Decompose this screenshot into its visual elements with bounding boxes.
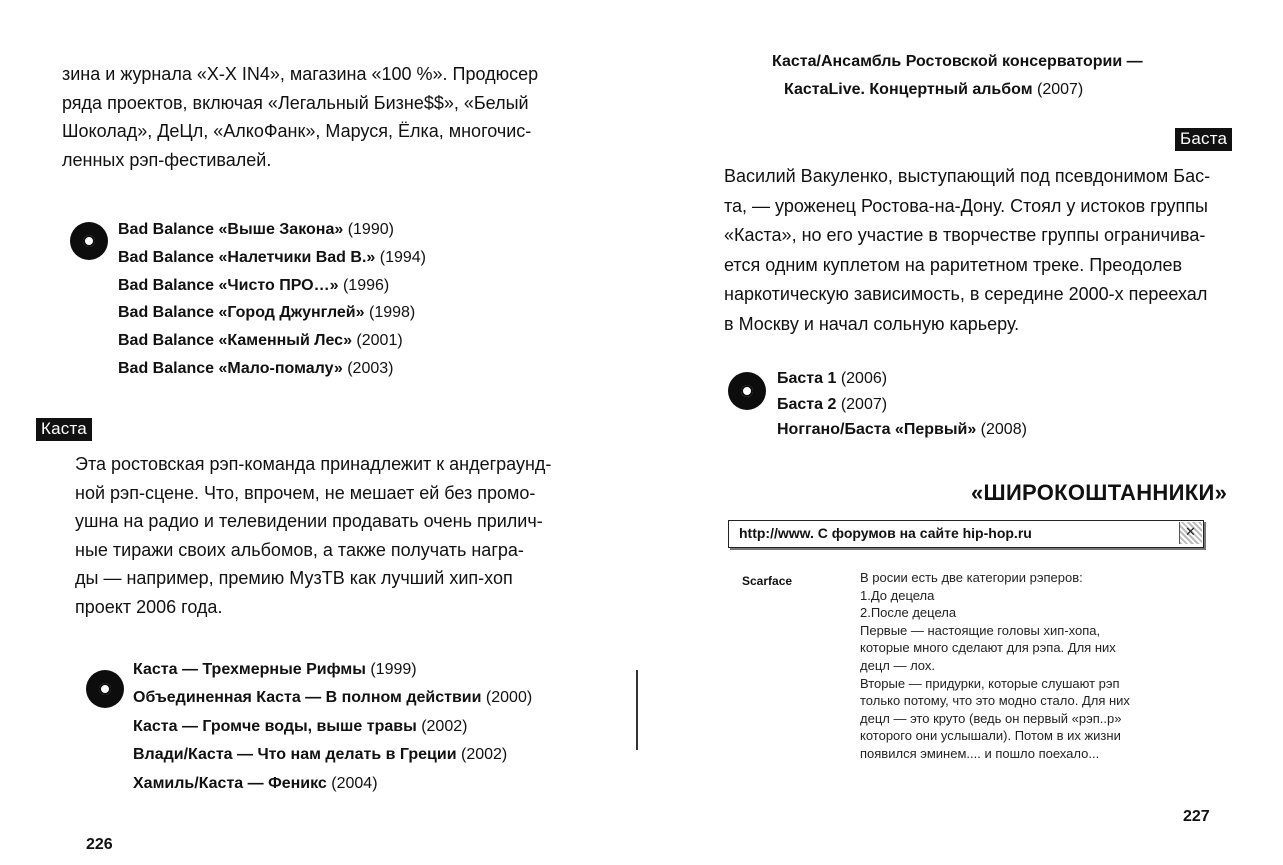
forum-url-text: http://www. С форумов на сайте hip-hop.ru <box>739 525 1032 541</box>
post-line: 2.После децела <box>860 605 957 621</box>
text-line: Василий Вакуленко, выступающий под псевдонимом Бас- <box>724 166 1211 186</box>
forum-post <box>860 569 1130 763</box>
left-page <box>0 0 640 865</box>
close-icon: ✕ <box>1179 522 1202 544</box>
kasta-live-album <box>772 48 1143 104</box>
text-line: Шоколад», ДеЦл, «АлкоФанк», Маруся, Ёлка, многочис- <box>62 121 532 141</box>
page-number: 227 <box>1183 808 1210 825</box>
text-line: зина и журнала «X-X IN4», магазина «100 %». Продюсер <box>62 64 539 84</box>
post-line: В росии есть две категории рэперов: <box>860 570 1083 585</box>
album-item: Баста 1 (2006) <box>777 370 888 387</box>
forum-poster-name: Scarface <box>742 574 793 588</box>
album-item: Bad Balance «Выше Закона» (1990) <box>118 221 394 238</box>
post-line: децл — лох. <box>860 657 935 673</box>
text-line: та, — уроженец Ростова-на-Дону. Стоял у истоков группы <box>724 195 1208 216</box>
text-line: ушна на радио и телевидении продавать очень прилич- <box>75 511 543 531</box>
text-line: ные тиражи своих альбомов, а также получать награ- <box>75 539 524 560</box>
forum-url-bar <box>728 520 1204 548</box>
post-line: которые много сделают для рэпа. Для них <box>860 640 1116 656</box>
post-line: Первые — настоящие головы хип-хопа, <box>860 622 1101 638</box>
album-item: Каста — Громче воды, выше травы (2002) <box>133 717 468 735</box>
text-line: Эта ростовская рэп-команда принадлежит к андеграунд- <box>75 454 552 474</box>
album-item: Bad Balance «Налетчики Bad B.» (1994) <box>118 248 426 266</box>
post-line: децл — это круто (ведь он первый «рэп..р» <box>860 710 1122 726</box>
section-heading: «ШИРОКОШТАННИКИ» <box>971 480 1228 505</box>
text-line: ленных рэп-фестивалей. <box>62 149 272 170</box>
album-year: (2007) <box>1036 81 1084 98</box>
section-tag-basta: Баста <box>1175 128 1232 151</box>
album-item: Влади/Каста — Что нам делать в Греции (2002) <box>133 746 508 764</box>
text-line: в Москву и начал сольную карьеру. <box>724 313 1020 334</box>
text-line: ряда проектов, включая «Легальный Бизне$$», «Белый <box>62 92 529 113</box>
disc-icon <box>728 372 766 410</box>
text-line: наркотическую зависимость, в середине 2000-х переехал <box>724 284 1208 304</box>
basta-paragraph <box>724 162 1210 339</box>
disc-icon <box>70 222 108 260</box>
album-item: Баста 2 (2007) <box>777 395 888 413</box>
album-title-line: КастаLive. Концертный альбом <box>784 81 1033 98</box>
album-list <box>118 216 426 383</box>
album-title-line: Каста/Ансамбль Ростовской консерватории — <box>772 53 1143 70</box>
gutter-mark <box>636 670 638 750</box>
post-line: только потому, что это модно стало. Для них <box>860 693 1130 709</box>
page-number: 226 <box>86 836 113 853</box>
kasta-paragraph <box>75 450 551 621</box>
post-line: появился эминем.... и пошло поехало... <box>860 745 1100 761</box>
text-line: ды — например, премию МузТВ как лучший хип-хоп <box>75 568 513 588</box>
album-item: Bad Balance «Чисто ПРО…» (1996) <box>118 276 390 294</box>
album-item: Хамиль/Каста — Феникс (2004) <box>133 774 378 792</box>
section-tag-kasta: Каста <box>36 418 92 441</box>
album-item: Bad Balance «Мало-помалу» (2003) <box>118 359 394 377</box>
album-list <box>777 366 1027 443</box>
album-item: Объединенная Каста — В полном действии (2000) <box>133 689 533 707</box>
right-page <box>641 0 1283 865</box>
text-line: ется одним куплетом на раритетном треке. Преодолев <box>724 254 1183 275</box>
album-item: Bad Balance «Город Джунглей» (1998) <box>118 304 416 322</box>
post-line: Вторые — придурки, которые слушают рэп <box>860 675 1120 691</box>
album-item: Bad Balance «Каменный Лес» (2001) <box>118 332 403 350</box>
post-line: которого они услышали). Потом в их жизни <box>860 728 1121 744</box>
album-item: Ноггано/Баста «Первый» (2008) <box>777 421 1027 438</box>
post-line: 1.До децела <box>860 587 935 603</box>
disc-icon <box>86 670 124 708</box>
text-line: ной рэп-сцене. Что, впрочем, не мешает ей без промо- <box>75 482 536 503</box>
album-item: Каста — Трехмерные Рифмы (1999) <box>133 661 417 678</box>
album-list <box>133 656 532 798</box>
intro-paragraph <box>62 60 538 174</box>
text-line: проект 2006 года. <box>75 596 223 617</box>
text-line: «Каста», но его участие в творчестве группы ограничива- <box>724 225 1206 245</box>
